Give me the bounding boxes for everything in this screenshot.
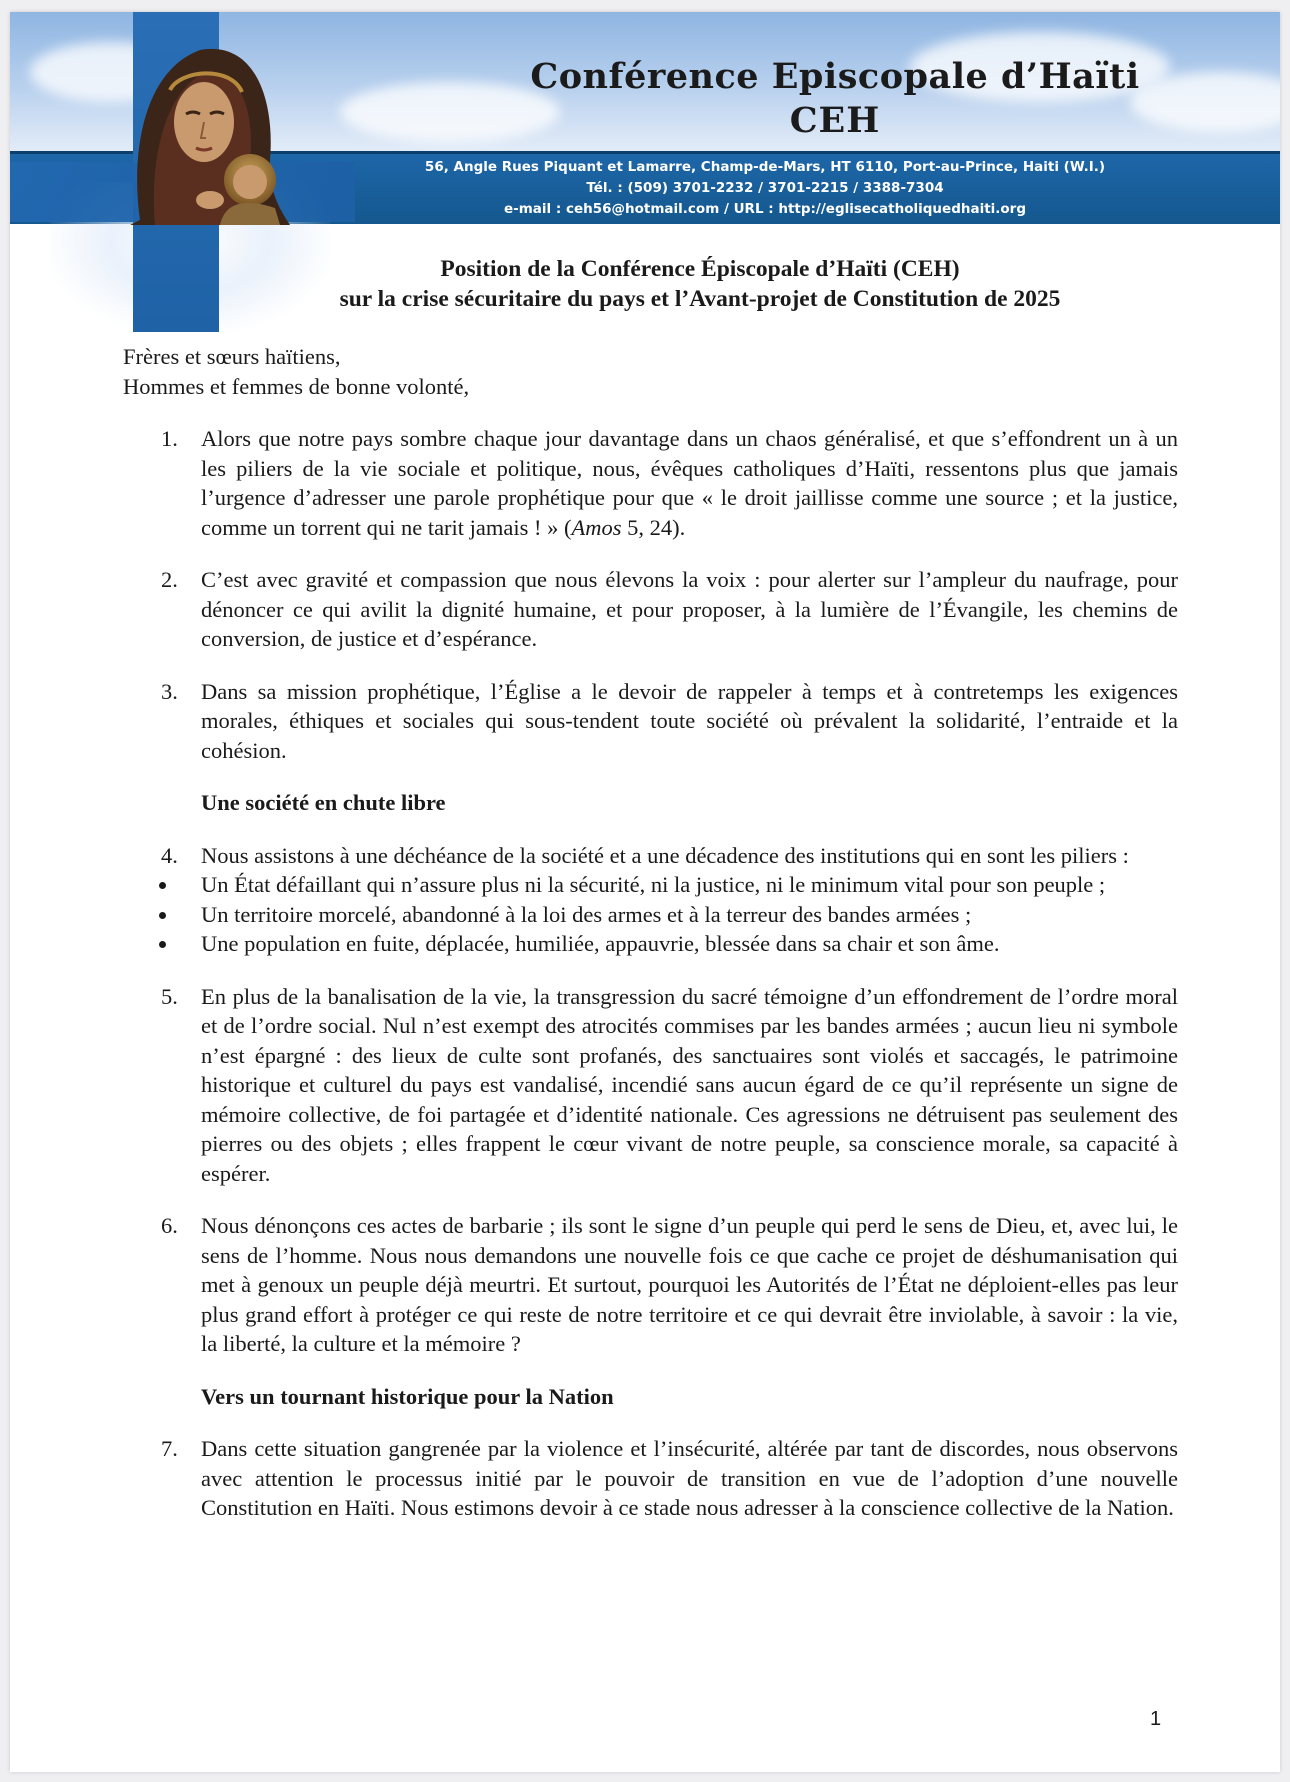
section-heading-1: Une société en chute libre [201,790,446,815]
salutation [123,342,1178,401]
email-url-line: e-mail : ceh56@hotmail.com / URL : http://eglisecatholiquedhaiti.org [503,201,1027,217]
salutation-line-2: Hommes et femmes de bonne volonté, [123,373,470,399]
list-item: Un territoire morcelé, abandonné à la loi des armes et à la terreur des bandes armées ; [123,900,1178,930]
document-title [10,254,1280,314]
paragraph-text: Alors que notre pays sombre chaque jour davantage dans un chaos généralisé, et que s’effondrent un à un les piliers de la vie sociale et politique, nous, évêques catholiques d’Haïti, ressentons plus que jamais l’urgence d’adresser une parole prophétique pour que « le droit jaillisse comme une source ; et la justice, comme un torrent qui ne tarit jamais ! » ( [201,426,1178,540]
paragraph-5 [123,982,1178,1189]
bible-citation: Amos [571,514,622,540]
address-line: 56, Angle Rues Piquant et Lamarre, Champ-de-Mars, HT 6110, Port-au-Prince, Haiti (W.I.) [424,159,1106,175]
paragraph-text: Dans cette situation gangrenée par la violence et l’insécurité, altérée par tant de discordes, nous observons avec attention le processus initié par le pouvoir de transition en vue de l’adoption d’une nouvelle Constitution en Haïti. Nous estimons devoir à ce stade nous adresser à la conscience collective de la Nation. [201,1436,1178,1520]
contact-block [405,157,1125,220]
title-line-1: Position de la Conférence Épiscopale d’Haïti (CEH) [440,256,960,282]
citation-reference: 5, 24). [621,514,686,540]
paragraph-text: Nous assistons à une déchéance de la société et a une décadence des institutions qui en sont les piliers : [201,842,1129,868]
paragraph-number: 3 . [161,677,178,707]
org-name: Conférence Episcopale d’Haïti [530,56,1140,97]
paragraph-number: 7 . [161,1434,178,1464]
paragraph-4 [123,841,1178,871]
paragraph-text: Dans sa mission prophétique, l’Église a le devoir de rappeler à temps et à contretemps les exigences morales, éthiques et sociales qui sous-tendent toute société où prévalent la solidarité, l’entraide et la cohésion. [201,678,1178,763]
title-line-2: sur la crise sécuritaire du pays et l’Avant-projet de Constitution de 2025 [339,286,1061,312]
list-item: Une population en fuite, déplacée, humiliée, appauvrie, blessée dans sa chair et son âme. [123,929,1178,959]
paragraph-number: 4 . [161,841,178,871]
paragraph-number: 1 . [161,424,178,454]
paragraph-number: 2 . [161,565,178,595]
phone-line: Tél. : (509) 3701-2232 / 3701-2215 / 3388-7304 [586,180,944,196]
paragraph-2 [123,565,1178,654]
salutation-line-1: Frères et sœurs haïtiens, [123,344,341,369]
document-body [123,342,1178,1546]
section-heading-2: Vers un tournant historique pour la Nation [201,1383,614,1409]
list-item: Un État défaillant qui n’assure plus ni la sécurité, ni la justice, ni le minimum vital pour son peuple ; [123,870,1178,900]
document-page [10,12,1280,1772]
paragraph-6 [123,1211,1178,1359]
paragraph-text: Nous dénonçons ces actes de barbarie ; ils sont le signe d’un peuple qui perd le sens de Dieu, et, avec lui, le sens de l’homme. Nous nous demandons une nouvelle fois ce que cache ce projet de déshumanisation qui met à genoux un peuple déjà meurtri. Et surtout, pourquoi les Autorités de l’État ne déploient-elles pas leur plus grand effort à protéger ce qui reste de notre territoire et ce qui devrait être inviolable, à savoir : la vie, la liberté, la culture et la mémoire ? [201,1213,1178,1356]
paragraph-text: En plus de la banalisation de la vie, la transgression du sacré témoigne d’un effondrement de l’ordre moral et de l’ordre social. Nul n’est exempt des atrocités commises par les bandes armées ; aucun lieu ni symbole n’est épargné : des lieux de culte sont profanés, des sanctuaires sont violés et saccagés, le patrimoine historique et culturel du pays est vandalisé, incendié sans aucun égard de ce qu’il représente un signe de mémoire collective, de foi partagée et d’identité nationale. Ces agressions ne détruisent pas seulement des pierres ou des objets ; elles frappent le cœur vivant de notre peuple, sa conscience morale, sa capacité à espérer. [201,983,1178,1186]
paragraph-7 [123,1434,1178,1523]
page-number: 1 [1150,1708,1162,1730]
bullet-list [123,870,1178,959]
paragraph-3 [123,677,1178,766]
paragraph-1 [123,424,1178,542]
paragraph-number: 6 . [161,1211,178,1241]
paragraph-number: 5 . [161,982,178,1012]
paragraph-text: C’est avec gravité et compassion que nous élevons la voix : pour alerter sur l’ampleur du naufrage, pour dénoncer ce qui avilit la dignité humaine, et pour proposer, à la lumière de l’Évangile, les chemins de conversion, de justice et d’espérance. [201,567,1178,651]
org-abbreviation: CEH [789,100,881,141]
